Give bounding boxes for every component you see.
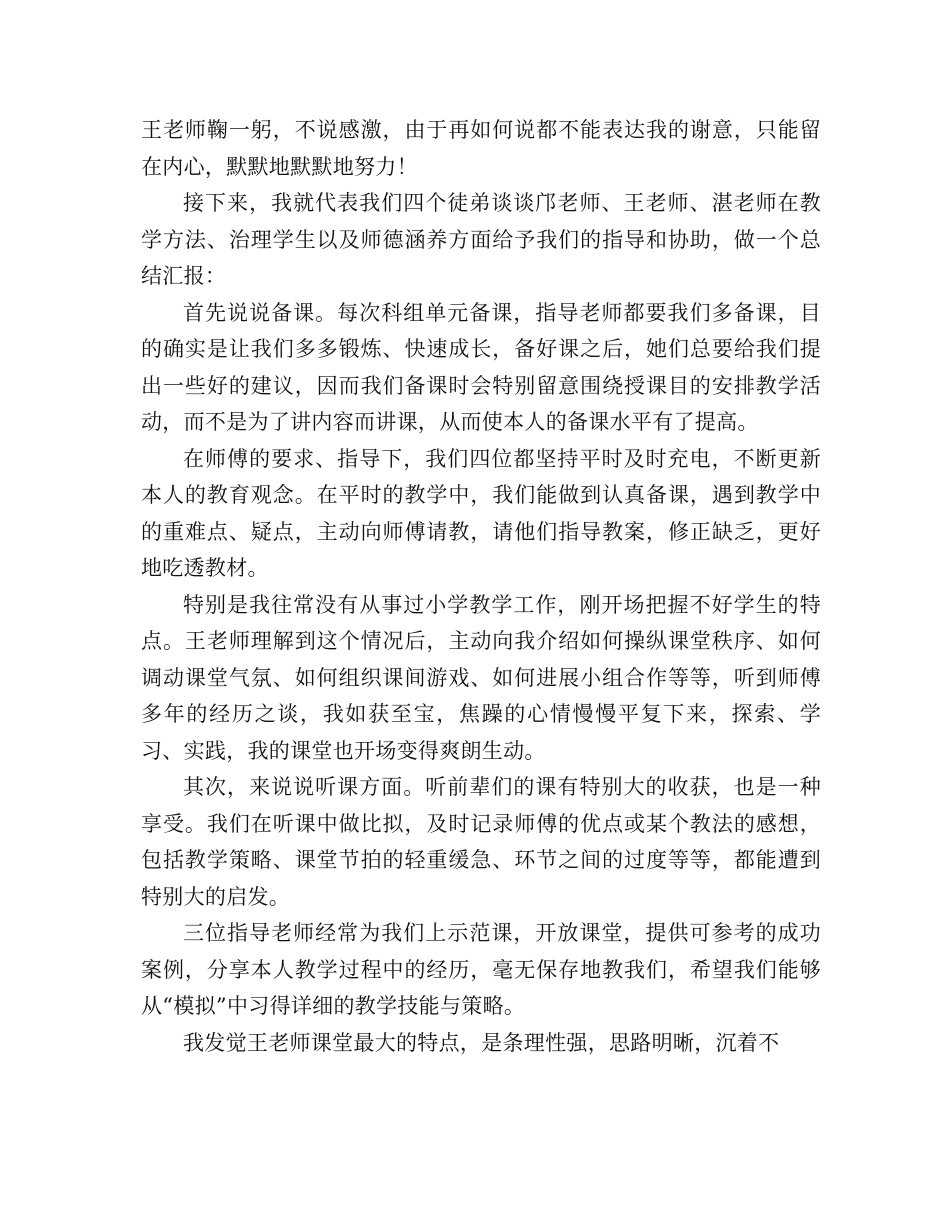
paragraph-lesson-prep: 首先说说备课。每次科组单元备课，指导老师都要我们多备课，目的确实是让我们多多锻炼、快速成长，备好课之后，她们总要给我们提出一些好的建议，因而我们备课时会特别留意围绕授课目的安排教学活动，而不是为了讲内容而讲课，从而使本人的备课水平有了提高。: [141, 300, 821, 434]
paragraph-intro-report: 接下来，我就代表我们四个徒弟谈谈邝老师、王老师、湛老师在教学方法、治理学生以及师德涵养方面给予我们的指导和协助，做一个总结汇报：: [141, 191, 821, 288]
document-body: [141, 112, 821, 1061]
paragraph-teacher-traits: 我发觉王老师课堂最大的特点，是条理性强，思路明晰，沉着不: [183, 1030, 780, 1055]
paragraph-demo-lessons: 三位指导老师经常为我们上示范课，开放课堂，提供可参考的成功案例，分享本人教学过程中的经历，毫无保存地教我们，希望我们能够从“模拟”中习得详细的教学技能与策略。: [141, 921, 821, 1018]
paragraph-lesson-observation: 其次，来说说听课方面。听前辈们的课有特别大的收获，也是一种享受。我们在听课中做比拟，及时记录师傅的优点或某个教法的感想，包括教学策略、课堂节拍的轻重缓急、环节之间的过度等等，都能遭到特别大的启发。: [141, 775, 821, 909]
paragraph-mentor-guidance: 在师傅的要求、指导下，我们四位都坚持平时及时充电，不断更新本人的教育观念。在平时的教学中，我们能做到认真备课，遇到教学中的重难点、疑点，主动向师傅请教，请他们指导教案，修正缺乏，更好地吃透教材。: [141, 446, 821, 580]
paragraph-classroom-management: 特别是我往常没有从事过小学教学工作，刚开场把握不好学生的特点。王老师理解到这个情况后，主动向我介绍如何操纵课堂秩序、如何调动课堂气氛、如何组织课间游戏、如何进展小组合作等等，听到师傅多年的经历之谈，我如获至宝，焦躁的心情慢慢平复下来，探索、学习、实践，我的课堂也开场变得爽朗生动。: [141, 592, 821, 763]
paragraph-continuation: 王老师鞠一躬，不说感激，由于再如何说都不能表达我的谢意，只能留在内心，默默地默默地努力！: [141, 118, 821, 179]
